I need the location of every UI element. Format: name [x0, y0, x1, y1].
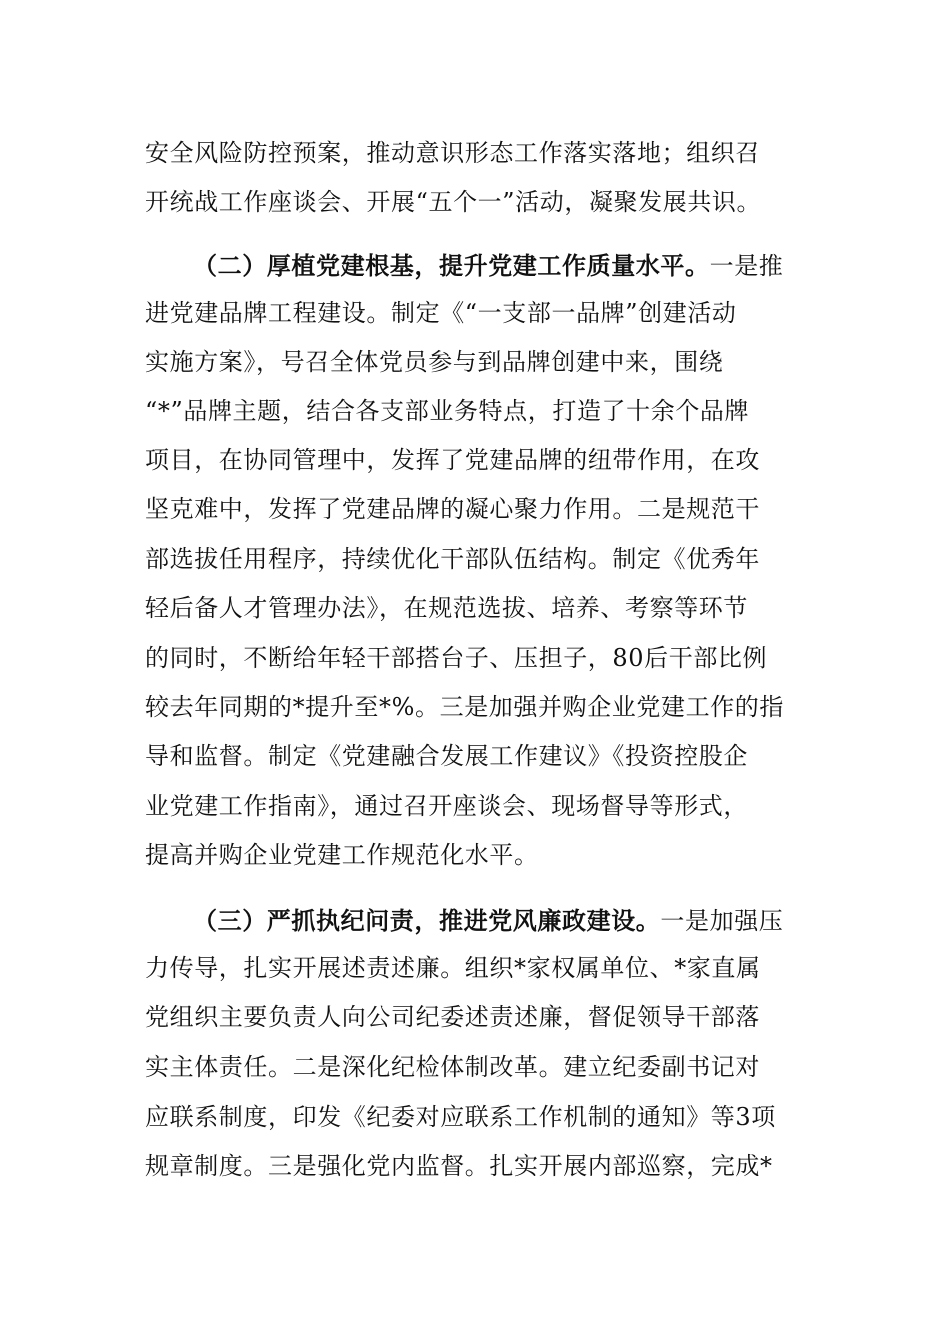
- paragraph-3-line: 党组织主要负责人向公司纪委述责述廉，督促领导干部落: [145, 1003, 760, 1031]
- paragraph-2-line: 的同时，不断给年轻干部搭台子、压担子，80后干部比例: [145, 644, 768, 672]
- paragraph-3-line: 应联系制度，印发《纪委对应联系工作机制的通知》等3项: [145, 1103, 776, 1131]
- paragraph-3-line: 力传导，扎实开展述责述廉。组织*家权属单位、*家直属: [145, 954, 761, 982]
- paragraph-2-line: 导和监督。制定《党建融合发展工作建议》《投资控股企: [145, 742, 748, 770]
- paragraph-2-line: 轻后备人才管理办法》，在规范选拔、培养、考察等环节: [145, 594, 748, 622]
- paragraph-1-line: 开统战工作座谈会、开展“五个一”活动，凝聚发展共识。: [145, 188, 762, 216]
- paragraph-2-lead: 一是推: [709, 252, 784, 280]
- paragraph-2-line: 实施方案》，号召全体党员参与到品牌创建中来，围绕: [145, 348, 724, 376]
- paragraph-2-first-line: [193, 241, 863, 291]
- paragraph-2-line: 部选拔任用程序，持续优化干部队伍结构。制定《优秀年: [145, 545, 760, 573]
- paragraph-3-line: 规章制度。三是强化党内监督。扎实开展内部巡察，完成*: [145, 1152, 773, 1180]
- paragraph-2-line: 进党建品牌工程建设。制定《“一支部一品牌”创建活动: [145, 299, 737, 327]
- paragraph-2-line: “*”品牌主题，结合各支部业务特点，打造了十余个品牌: [145, 397, 750, 425]
- paragraph-3-heading: （三）严抓执纪问责，推进党风廉政建设。: [193, 906, 661, 935]
- paragraph-2-line: 项目，在协同管理中，发挥了党建品牌的纽带作用，在攻: [145, 446, 760, 474]
- paragraph-2-line: 坚克难中，发挥了党建品牌的凝心聚力作用。二是规范干: [145, 495, 760, 523]
- paragraph-2-line: 业党建工作指南》，通过召开座谈会、现场督导等形式，: [145, 792, 748, 820]
- paragraph-2-line: 提高并购企业党建工作规范化水平。: [145, 841, 539, 869]
- paragraph-2-heading: （二）厚植党建根基，提升党建工作质量水平。: [193, 251, 710, 280]
- paragraph-2-line: 较去年同期的*提升至*%。三是加强并购企业党建工作的指: [145, 693, 785, 721]
- paragraph-3-lead: 一是加强压: [660, 907, 784, 935]
- paragraph-3-first-line: [193, 896, 863, 946]
- paragraph-1-line: 安全风险防控预案，推动意识形态工作落实落地；组织召: [145, 139, 760, 167]
- paragraph-3-line: 实主体责任。二是深化纪检体制改革。建立纪委副书记对: [145, 1053, 760, 1081]
